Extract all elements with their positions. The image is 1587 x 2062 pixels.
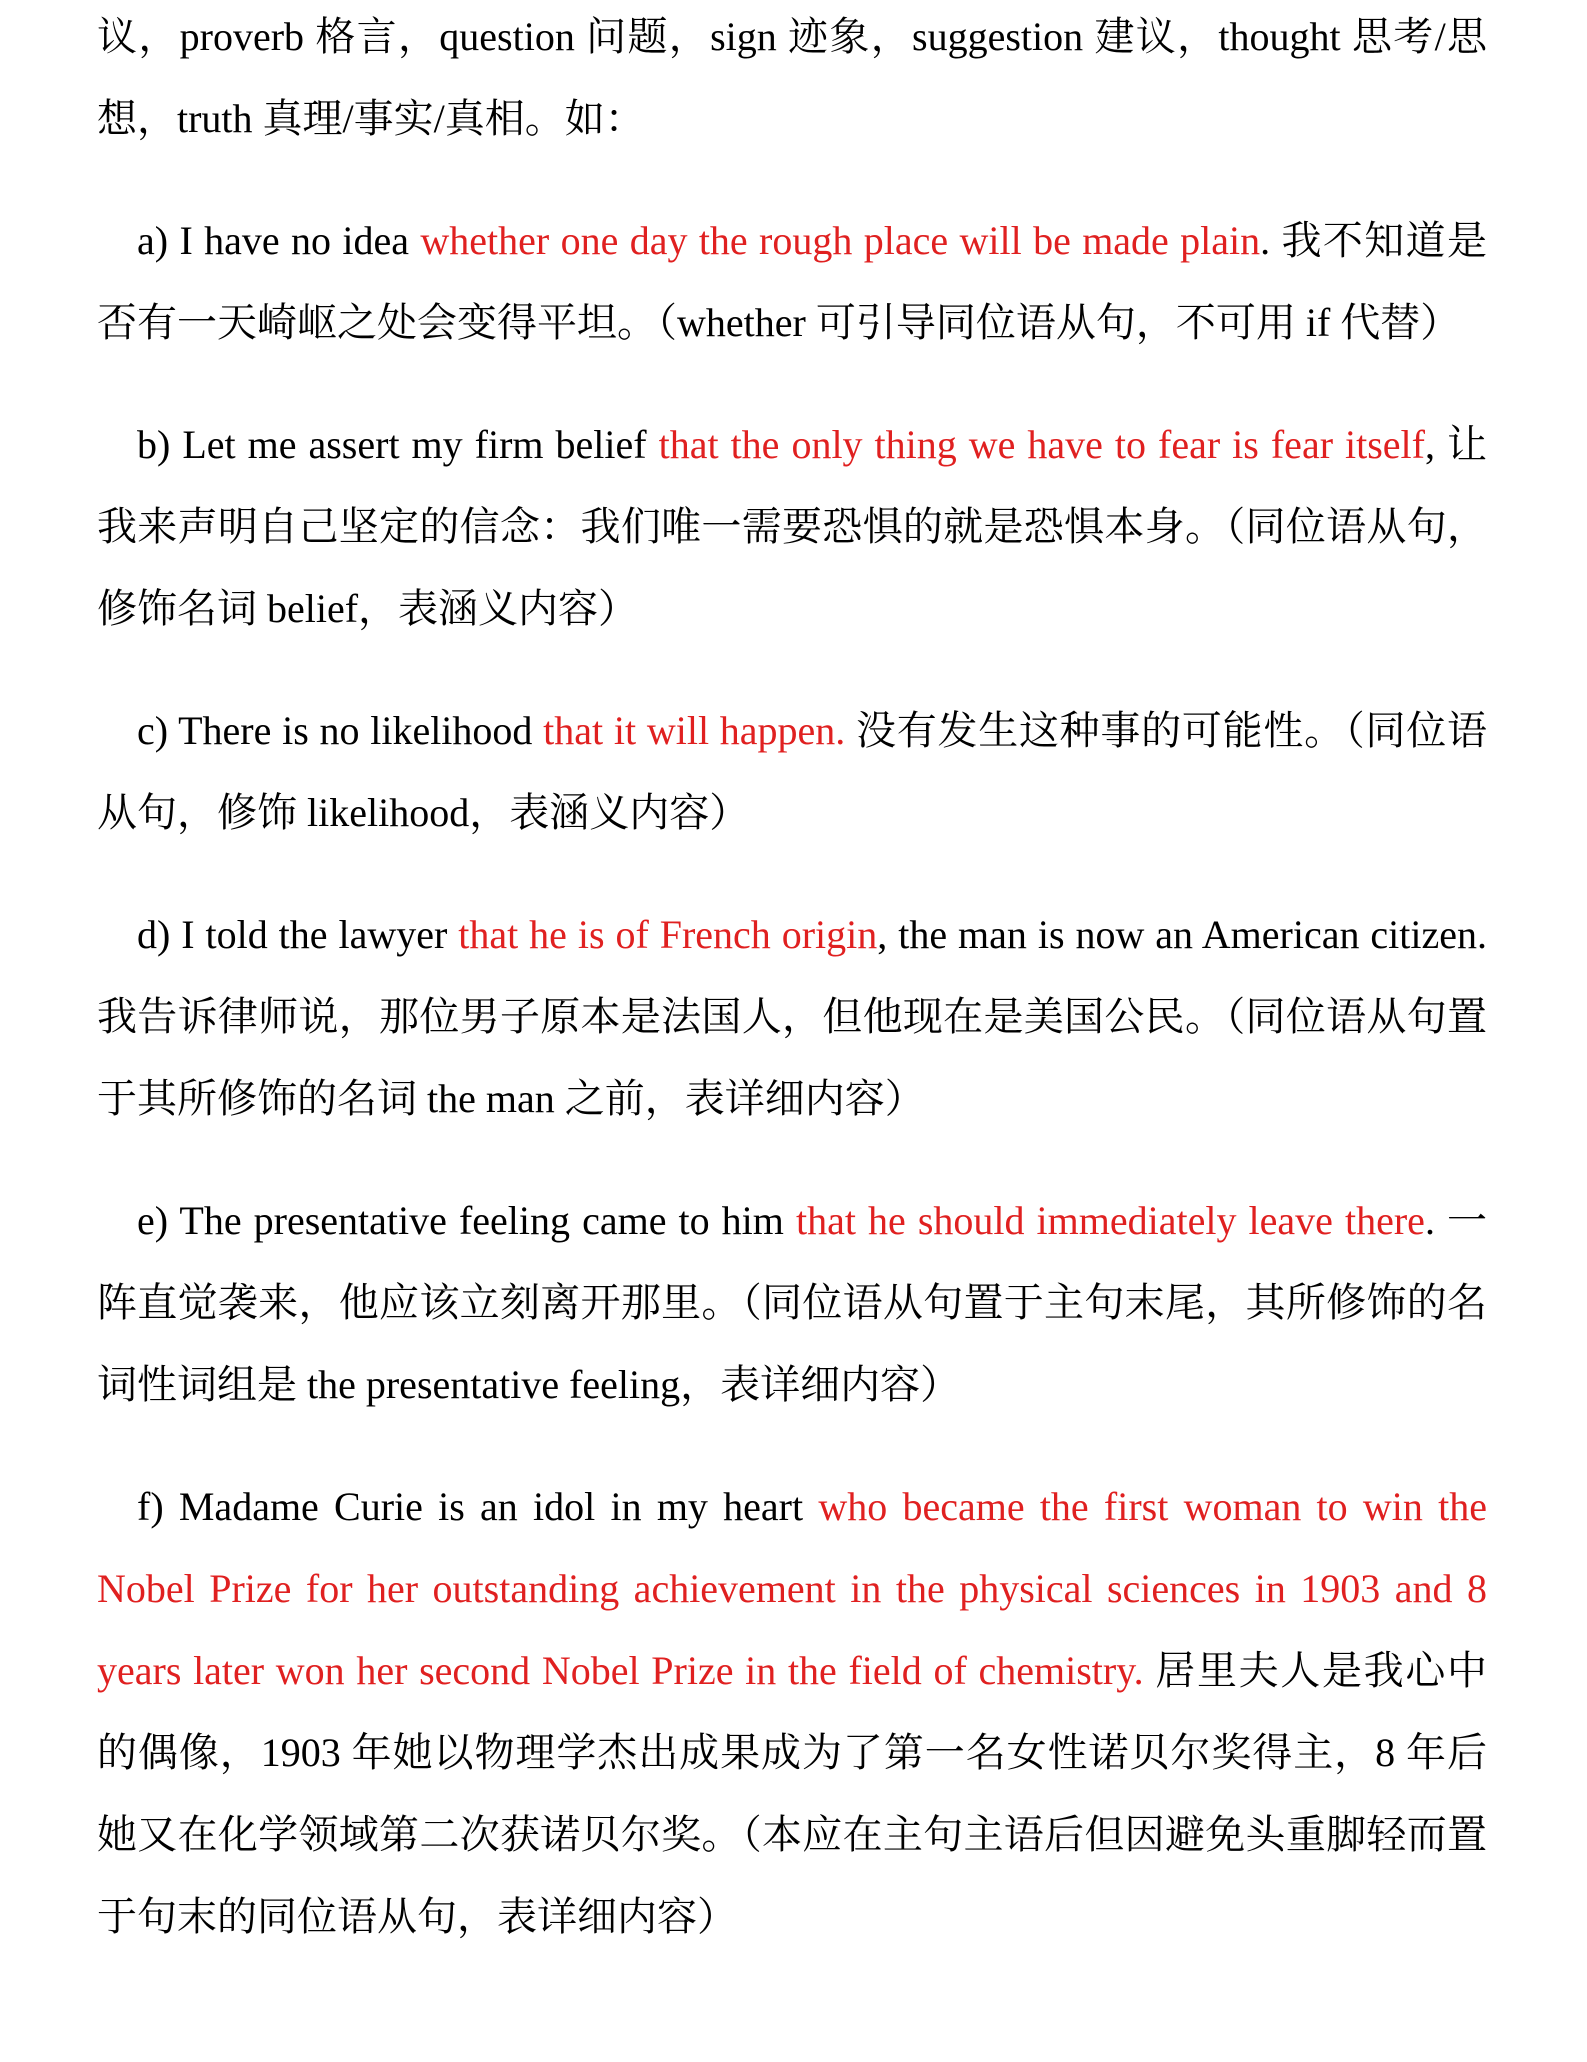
intro-text: 议，proverb 格言，question 问题，sign 迹象，suggestion 建议，thought 思考/思想，truth 真理/事实/真相。如： <box>97 14 1487 141</box>
example-c-prefix: c) There is no likelihood <box>137 708 544 753</box>
example-a-prefix: a) I have no idea <box>137 218 421 263</box>
intro-paragraph <box>97 0 1487 160</box>
example-a-suffix: . 我不知道是否有一天崎岖之处会变得平坦。（whether 可引导同位语从句，不可用 if 代替） <box>97 218 1488 345</box>
example-a-highlight: whether one day the rough place will be made plain <box>420 218 1261 263</box>
example-c <box>97 690 1487 854</box>
example-b-prefix: b) Let me assert my firm belief <box>137 422 659 467</box>
example-f <box>97 1466 1487 1958</box>
example-f-highlight: who became the first woman to win the Nobel Prize for her outstanding achievement in the physical sciences in 1903 and 8 years later won her second Nobel Prize in the field of chemistry. <box>97 1484 1487 1693</box>
example-e-highlight: that he should immediately leave there <box>795 1198 1425 1243</box>
example-b-highlight: that the only thing we have to fear is fear itself <box>658 422 1425 467</box>
example-d-prefix: d) I told the lawyer <box>137 912 459 957</box>
example-a <box>97 200 1487 364</box>
example-f-prefix: f) Madame Curie is an idol in my heart <box>137 1484 819 1529</box>
example-e-suffix: . 一阵直觉袭来，他应该立刻离开那里。（同位语从句置于主句末尾，其所修饰的名词性词组是 the presentative feeling，表详细内容） <box>97 1198 1487 1407</box>
example-b-suffix: , 让我来声明自己坚定的信念：我们唯一需要恐惧的就是恐惧本身。（同位语从句，修饰名词 belief，表涵义内容） <box>97 422 1487 631</box>
example-f-suffix: 居里夫人是我心中的偶像，1903 年她以物理学杰出成果成为了第一名女性诺贝尔奖得主，8 年后她又在化学领域第二次获诺贝尔奖。（本应在主句主语后但因避免头重脚轻而置于句末的同位语从句，表详细内容） <box>97 1648 1487 1939</box>
example-c-highlight: that it will happen. <box>543 708 846 753</box>
example-d-highlight: that he is of French origin <box>458 912 878 957</box>
document-page <box>97 0 1487 1958</box>
example-d <box>97 894 1487 1140</box>
example-c-suffix: 没有发生这种事的可能性。（同位语从句，修饰 likelihood，表涵义内容） <box>97 708 1487 835</box>
example-e-prefix: e) The presentative feeling came to him <box>137 1198 796 1243</box>
example-d-suffix: , the man is now an American citizen. 我告诉律师说，那位男子原本是法国人，但他现在是美国公民。（同位语从句置于其所修饰的名词 the man 之前，表详细内容） <box>97 912 1487 1121</box>
example-b <box>97 404 1487 650</box>
example-e <box>97 1180 1487 1426</box>
